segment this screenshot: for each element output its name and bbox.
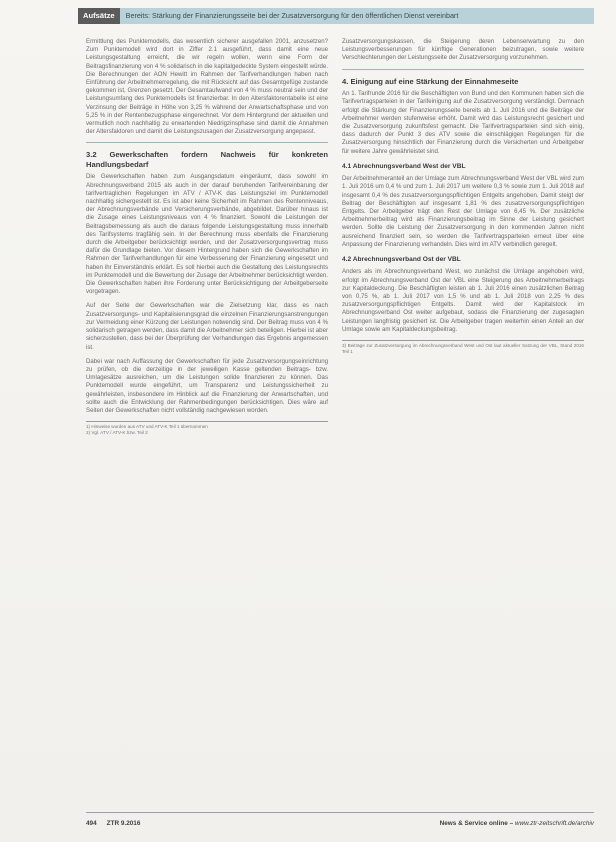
section-heading-4-2: 4.2 Abrechnungsverband Ost der VBL <box>342 255 461 263</box>
page-footer <box>86 818 594 828</box>
footer-divider <box>86 812 594 813</box>
footer-online-label <box>440 820 594 827</box>
journal-issue: ZTR 9.2016 <box>106 819 141 827</box>
footer-right-label: News & Service online – <box>439 819 515 827</box>
footnote: 2) Vgl. ATV / ATV-K bzw. Teil 2 <box>86 430 148 436</box>
paragraph: Dabei war nach Auffassung der Gewerkschaften für jede Zusatzversorgungseinrichtung zu prüfen, ob die derzeitige in der jeweiligen Kasse geltenden Beitrags- bzw. Umlagesätze ausreichen, um die Leistungen solide finanzieren zu können. Das Punktemodell wurde eingeführt, um Transparenz und Leistungssicherheit zu gewährleisten, insbesondere im Hinblick auf die Finanzierung der Anwartschaften, und sollte auch die Entwicklung der Rahmenbedingungen berücksichtigen. Dies wäre auf Seiten der Gewerkschaften nicht vollständig nachgewiesen worden. <box>86 357 328 414</box>
divider <box>342 69 584 70</box>
footnote: 3) Beiträge zur Zusatzversorgung im Abrechnungsverband West und Ost laut aktueller Satzung der VBL, Stand 2016 Teil 1 <box>342 343 584 354</box>
left-column <box>86 38 328 436</box>
footnotes <box>86 421 328 436</box>
footnotes <box>342 340 584 355</box>
paragraph: Anders als im Abrechnungsverband West, wo zunächst die Umlage angehoben wird, erfolgt im Abrechnungsverband Ost der VBL eine Steigerung des Arbeitnehmerbeitrags zur Kapitaldeckung. Die Beschäftigten leisten ab 1. Juli 2016 einen zusätzlichen Beitrag von 0,75 %, ab 1. Juli 2017 von 1,5 % und ab 1. Juli 2018 von 2,25 % des zusatzversorgungspflichtigen Entgelts. Damit wird der Kapitalstock im Abrechnungsverband Ost weiter aufgebaut, sodass die Finanzierung der zugesagten Leistungen langfristig gesichert ist. Die Arbeitgeber tragen weiterhin einen Anteil an der Umlage sowie am Kapitaldeckungsbeitrag. <box>342 268 584 333</box>
paragraph: Zusatzversorgungskassen, die Steigerung deren Lebenserwartung zu den Leistungsverbesserungen für künftige Generationen beizutragen, sowie weitere Verschlechterungen der Leistungsseite der Zusatzversorgung vorzunehmen. <box>342 38 584 62</box>
running-header <box>78 8 594 24</box>
section-heading-4: 4. Einigung auf eine Stärkung der Einnahmeseite <box>342 76 519 86</box>
paragraph: An 1. Tarifrunde 2016 für die Beschäftigten von Bund und den Kommunen haben sich die Tarifvertragsparteien in der Tarifeinigung auf die Zusatzversorgung verständigt. Demnach erfolgt die Stärkung der Finanzierungsseite bereits ab 1. Juli 2016 und die Beiträge der Arbeitnehmer werden stufenweise erhöht. Damit wird das Leistungsrecht gesichert und die Zusatzversorgung zukunftsfest gemacht. Die Tarifvertragsparteien sind sich einig, dass dadurch der Punkt 3 des ATV sowie die einschlägigen Regelungen für die Zusatzversorgung hinsichtlich der Finanzierung durch die Versicherten und Arbeitgeber für weitere Jahre gewährleistet sind. <box>342 90 584 155</box>
page-number: 494 <box>86 819 97 827</box>
article-title-strip: Bereits: Stärkung der Finanzierungsseite bei der Zusatzversorgung für den öffentlichen Dienst vereinbart <box>120 8 594 24</box>
archive-link[interactable]: www.ztr-zeitschrift.de/archiv <box>514 819 594 827</box>
section-heading-3-2: 3.2 Gewerkschaften fordern Nachweis für konkreten Handlungsbedarf <box>86 150 328 169</box>
section-heading-4-1: 4.1 Abrechnungsverband West der VBL <box>342 162 466 170</box>
right-column <box>342 38 584 355</box>
paragraph: Die Gewerkschaften haben zum Ausgangsdatum eingeräumt, dass sowohl im Abrechnungsverband 2015 als auch in der darauf beruhenden Tarifvereinbarung der tarifvertraglichen Regelungen im ATV / ATV-K das Leistungsziel im Punktemodell nachhaltig sichergestellt ist. Es ist aber keine Sicherheit im Rahmen des Rentenniveaus, der Abrechnungsverbände und Versicherungsverbände, abgebildet. Darüber hinaus ist die Zusage eines Leistungsniveaus von 4 % finanziert. Sowohl die Leistungen der Beitragsbemessung als auch die daraus folgende Leistungsgestaltung muss innerhalb des Tarifsystems tragfähig sein. In der Berechnung muss ebenfalls die Finanzierung durch die Arbeitgeber berücksichtigt werden, und der Zusatzversorgungsvertrag muss dafür die Grundlage bieten. Vor diesem Hintergrund haben sich die Gewerkschaften im Rahmen der Tarifverhandlungen für eine Verbesserung der Finanzierung eingesetzt und haben ihr Einverständnis erklärt. Es soll hierbei auch die Gestaltung des Leistungsrechts im Punktemodell und die Bewertung der Zusage der Arbeitnehmer berücksichtigt werden. Die Gewerkschaften haben ihre Forderung unter Berücksichtigung der Arbeitgeberseite vorgetragen. <box>86 173 328 296</box>
footnote: 1) Hinweise wurden aus ATV und ATV-K Teil 1 übernommen <box>86 424 208 430</box>
divider <box>86 142 328 143</box>
paragraph: Auf der Seite der Gewerkschaften war die Zielsetzung klar, dass es nach Zusatzversorgungs- und Kapitalisierungsgrad die einzelnen Finanzierungsanstrengungen zur Vermeidung einer Kürzung der Leistungen notwendig sind. Der Beitrag muss von 4 % solidarisch getragen werden, dass damit die Arbeitnehmer sich beteiligen. Hierbei ist aber sicherzustellen, dass bei der Überprüfung der Verhandlungen das Ergebnis angemessen ist. <box>86 302 328 351</box>
paragraph: Der Arbeitnehmeranteil an der Umlage zum Abrechnungsverband West der VBL wird zum 1. Juli 2016 um 0,4 % und zum 1. Juli 2017 um weitere 0,3 % sowie zum 1. Juli 2018 auf insgesamt 0,4 % des zusatzversorgungspflichtigen Entgelts angehoben. Damit steigt der Beitrag der Beschäftigten auf insgesamt 1,81 % des zusatzversorgungspflichtigen Entgelts. Der Arbeitgeber trägt den Rest der Umlage von 6,45 %. Der zusätzliche Arbeitnehmerbeitrag wird als Finanzierungsbeitrag im Sinne der Leistung gesichert werden. Sollte die Leistung der Zusatzversorgung in den kommenden Jahren nicht ausreichend finanziert sein, so werden die Tarifvertragsparteien erneut über eine Anpassung der Finanzierung verhandeln. Dies wird im ATV verbindlich geregelt. <box>342 175 584 248</box>
paragraph: Ermittlung des Punktemodells, das wesentlich sicherer ausgefallen 2001, anzusetzen? Zum Punktemodell wird dort in Ziffer 2.1 ausgeführt, dass damit eine neue Leistungsgestaltung erreicht, die wir regeln wollen, wenn eine Form der Beitragsfinanzierung von 4 % solidarisch in die kapitalgedeckte System eingestellt würde. Die Berechnungen der AON Hewitt im Rahmen der Tarifverhandlungen haben nach Einführung der Arbeitnehmerregelung, die mit Rücksicht auf das Gesamtgefüge zustande gekommen ist, Grenzen gesetzt. Der Gesamtaufwand von 4 % muss neutral sein und der Leistungsumfang des Punktemodells ist finanzierbar. In den Altersfaktorentabelle ist eine Verzinsung der Beiträge in Höhe von 3,25 % während der Anwartschaftsphase und von 5,25 % in der Rentenbezugsphase eingerechnet. Vor dem Hintergrund der aktuellen und vermutlich noch nachhaltig zu erwartenden Niedrigzinsphase sind damit die Annahmen der Altersfaktoren und damit die Leistungszusagen der Zusatzversorgung angepasst. <box>86 38 328 136</box>
section-label: Aufsätze <box>78 8 120 24</box>
